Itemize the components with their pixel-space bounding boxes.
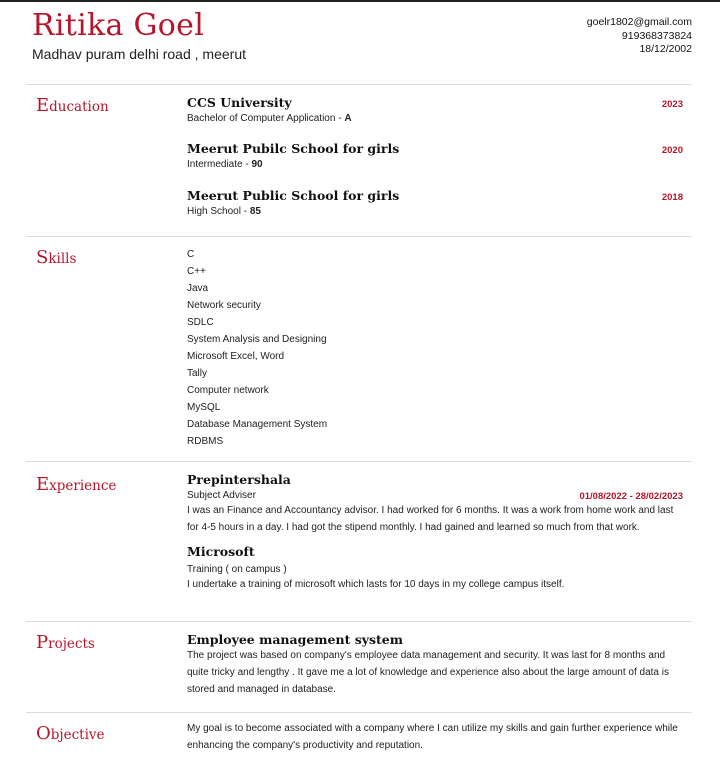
degree-grade: 90 [251,159,263,170]
dob-text: 18/12/2002 [639,43,692,55]
skill-item: C++ [187,266,206,277]
education-year: 2023 [661,99,683,110]
company-name: Prepintershala [187,472,291,487]
experience-description: I was an Finance and Accountancy advisor. I had worked for 6 months. It was a work from home work and last for 4-5 hours in a day. I had got the stipend monthly. I had gained and learned so much from that work. [187,505,674,533]
degree-text [187,206,683,217]
education-heading: Education [36,95,109,116]
education-year: 2018 [661,192,683,203]
institution-name: Meerut Pubilc School for girls [187,141,400,156]
experience-heading: Experience [36,474,117,495]
contact-block [587,16,692,57]
degree-grade: 85 [249,206,261,217]
institution-name: CCS University [187,95,292,110]
experience-content [187,472,683,593]
objective-content [187,720,683,754]
project-name: Employee management system [187,632,403,647]
experience-entry [187,472,683,536]
education-entry [187,141,683,188]
projects-content [187,632,683,698]
degree-text [187,113,683,124]
resume-header [32,8,246,62]
candidate-address: Madhav puram delhi road , meerut [32,46,246,62]
skill-item: Tally [187,368,208,379]
objective-section [26,712,692,768]
company-name: Microsoft [187,544,255,559]
role-row [187,490,683,501]
projects-section [26,621,692,713]
phone-text: 919368373824 [621,29,692,42]
experience-description: I undertake a training of microsoft which lasts for 10 days in my college campus itself. [187,579,565,590]
institution-name: Meerut Public School for girls [187,188,400,203]
objective-text: My goal is to become associated with a company where I can utilize my skills and gain further experience while enhancing the company's productivity and reputation. [187,723,678,751]
education-entry [187,188,683,234]
degree-text [187,159,683,170]
experience-section [26,461,692,622]
top-border [0,0,720,2]
degree-label: Bachelor of Computer Application - [187,113,345,124]
candidate-name: Ritika Goel [32,8,205,43]
skills-section [26,236,692,462]
projects-heading: Projects [36,632,95,653]
skill-item: Java [187,283,209,294]
objective-heading: Objective [36,723,105,744]
skill-item: Computer network [187,385,269,396]
skill-item: SDLC [187,317,214,328]
skill-item: C [187,249,195,260]
skill-item: MySQL [187,402,221,413]
experience-entry [187,544,683,593]
skill-item: RDBMS [187,436,224,447]
skill-item: Microsoft Excel, Word [187,351,285,362]
education-section [26,84,692,237]
degree-grade: A [344,113,352,124]
email-text: goelr1802@gmail.com [586,16,692,28]
project-description: The project was based on company's employee data management and security. It was last for 8 months and quite tricky and lengthy . It gave me a lot of knowledge and experience also about the large amount of data is stored and managed in database. [187,650,669,695]
skills-heading: Skills [36,247,77,268]
education-year: 2020 [661,145,683,156]
skill-item: System Analysis and Designing [187,334,327,345]
skill-item: Database Management System [187,419,328,430]
degree-label: Intermediate - [187,159,252,170]
experience-dates: 01/08/2022 - 28/02/2023 [579,491,683,502]
role-text: Training ( on campus ) [187,564,287,575]
degree-label: High School - [187,206,250,217]
education-entry [187,95,683,141]
role-text: Subject Adviser [187,490,256,501]
skill-item: Network security [187,300,261,311]
education-content [187,95,683,234]
skills-list [187,246,683,450]
